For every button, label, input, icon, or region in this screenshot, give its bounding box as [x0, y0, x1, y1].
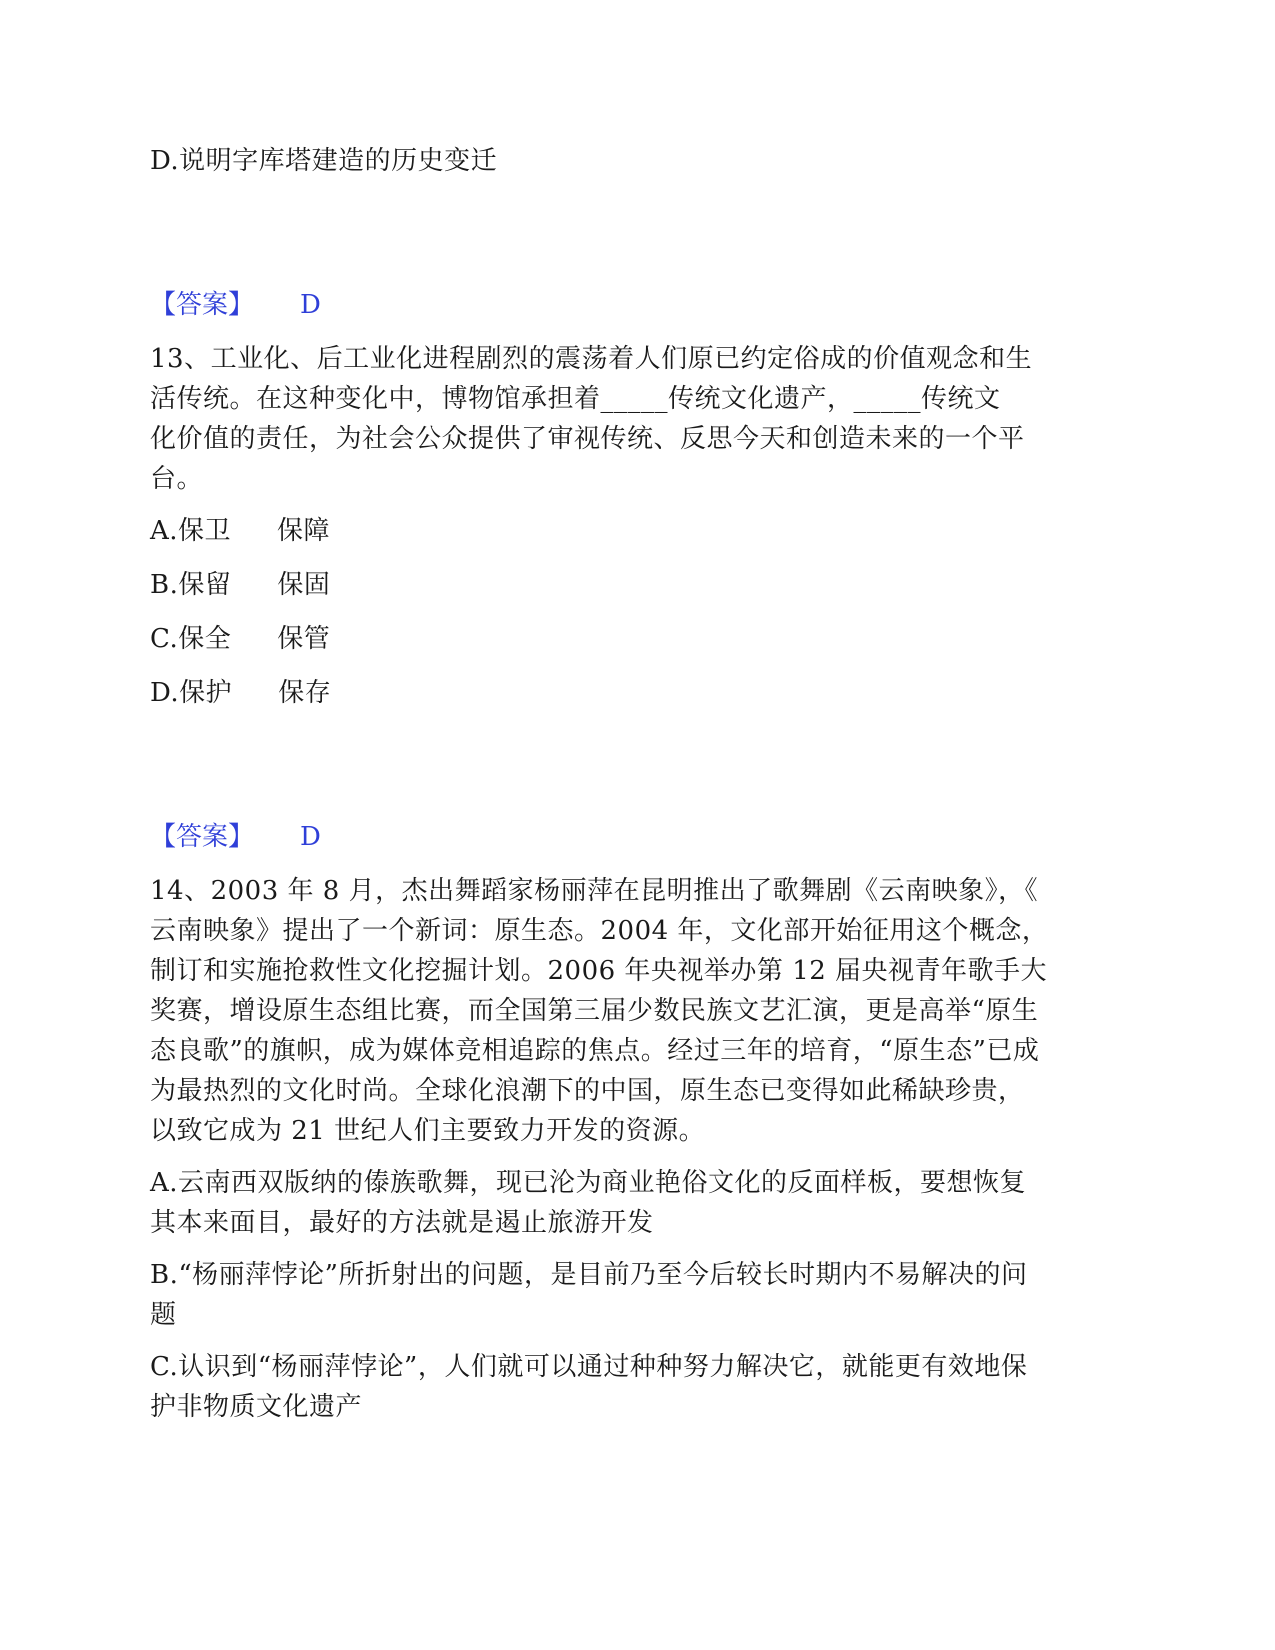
question-13-line: 台。 — [150, 464, 204, 494]
question-13-option-d — [150, 674, 1130, 712]
question-13-option-c — [150, 620, 1130, 658]
question-14-option-a-cont: 其本来面目，最好的方法就是遏止旅游开发 — [150, 1208, 654, 1238]
question-13-line: 活传统。在这种变化中，博物馆承担着_____传统文化遗产，_____传统文 — [150, 384, 1001, 414]
answer-label: 【答案】 — [150, 290, 255, 320]
option-second: 保存 — [278, 678, 332, 708]
question-13-option-b — [150, 566, 1130, 604]
option-first: B.保留 — [150, 570, 232, 600]
option-second: 保管 — [277, 624, 331, 654]
answer-value: D — [300, 822, 321, 852]
answer-block-13 — [150, 818, 321, 856]
question-14-line: 为最热烈的文化时尚。全球化浪潮下的中国，原生态已变得如此稀缺珍贵， — [150, 1076, 1025, 1106]
option-second: 保固 — [277, 570, 331, 600]
answer-block-12 — [150, 286, 321, 324]
answer-value: D — [300, 290, 321, 320]
question-14-option-a: A.云南西双版纳的傣族歌舞，现已沦为商业艳俗文化的反面样板，要想恢复 — [150, 1168, 1027, 1198]
question-14-line: 奖赛，增设原生态组比赛，而全国第三届少数民族文艺汇演，更是高举“原生 — [150, 996, 1039, 1026]
answer-label: 【答案】 — [150, 822, 255, 852]
question-14-line: 态良歌”的旗帜，成为媒体竞相追踪的焦点。经过三年的培育，“原生态”已成 — [150, 1036, 1040, 1066]
option-first: C.保全 — [150, 624, 232, 654]
option-second: 保障 — [277, 516, 331, 546]
option-first: A.保卫 — [150, 516, 232, 546]
question-14-line: 14、2003 年 8 月，杰出舞蹈家杨丽萍在昆明推出了歌舞剧《云南映象》，《 — [150, 876, 1039, 906]
question-14-option-c: C.认识到“杨丽萍悖论”，人们就可以通过种种努力解决它，就能更有效地保 — [150, 1352, 1028, 1382]
prev-option-d: D.说明字库塔建造的历史变迁 — [150, 146, 498, 176]
question-14-line: 云南映象》提出了一个新词：原生态。2004 年，文化部开始征用这个概念， — [150, 916, 1049, 946]
question-14-option-c-cont: 护非物质文化遗产 — [150, 1392, 363, 1422]
question-14-line: 制订和实施抢救性文化挖掘计划。2006 年央视举办第 12 届央视青年歌手大 — [150, 956, 1048, 986]
question-13-line: 13、工业化、后工业化进程剧烈的震荡着人们原已约定俗成的价值观念和生 — [150, 344, 1033, 374]
question-14-line: 以致它成为 21 世纪人们主要致力开发的资源。 — [150, 1116, 706, 1146]
question-14-option-b: B.“杨丽萍悖论”所折射出的问题，是目前乃至今后较长时期内不易解决的问 — [150, 1260, 1028, 1290]
option-first: D.保护 — [150, 678, 233, 708]
question-13-line: 化价值的责任，为社会公众提供了审视传统、反思今天和创造未来的一个平 — [150, 424, 1025, 454]
question-13-option-a — [150, 512, 1130, 550]
question-14-option-b-cont: 题 — [150, 1300, 177, 1330]
